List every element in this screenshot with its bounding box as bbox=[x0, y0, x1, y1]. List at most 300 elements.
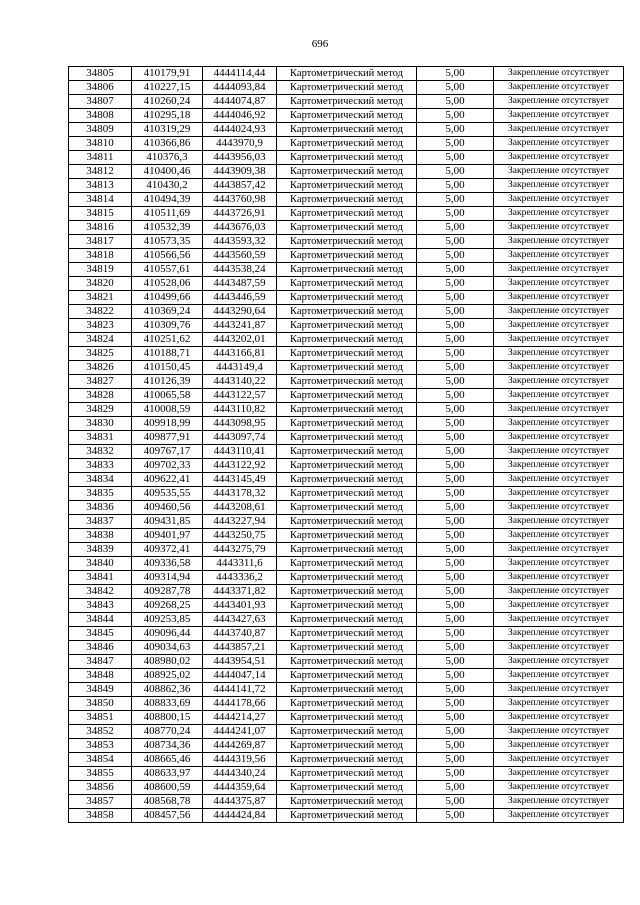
fixing-note-cell: Закрепление отсутствует bbox=[494, 319, 624, 333]
y-coordinate-cell: 4443909,38 bbox=[203, 165, 277, 179]
x-coordinate-cell: 410295,18 bbox=[132, 109, 203, 123]
accuracy-cell: 5,00 bbox=[417, 361, 494, 375]
point-number-cell: 34843 bbox=[69, 599, 132, 613]
accuracy-cell: 5,00 bbox=[417, 627, 494, 641]
table-row bbox=[69, 319, 624, 333]
accuracy-cell: 5,00 bbox=[417, 473, 494, 487]
accuracy-cell: 5,00 bbox=[417, 109, 494, 123]
y-coordinate-cell: 4443336,2 bbox=[203, 571, 277, 585]
accuracy-cell: 5,00 bbox=[417, 319, 494, 333]
point-number-cell: 34809 bbox=[69, 123, 132, 137]
x-coordinate-cell: 408457,56 bbox=[132, 809, 203, 823]
x-coordinate-cell: 410227,15 bbox=[132, 81, 203, 95]
point-number-cell: 34824 bbox=[69, 333, 132, 347]
y-coordinate-cell: 4443446,59 bbox=[203, 291, 277, 305]
accuracy-cell: 5,00 bbox=[417, 389, 494, 403]
point-number-cell: 34836 bbox=[69, 501, 132, 515]
x-coordinate-cell: 410126,39 bbox=[132, 375, 203, 389]
method-cell: Картометрический метод bbox=[277, 725, 417, 739]
point-number-cell: 34858 bbox=[69, 809, 132, 823]
table-row bbox=[69, 655, 624, 669]
fixing-note-cell: Закрепление отсутствует bbox=[494, 809, 624, 823]
x-coordinate-cell: 410065,58 bbox=[132, 389, 203, 403]
point-number-cell: 34821 bbox=[69, 291, 132, 305]
accuracy-cell: 5,00 bbox=[417, 571, 494, 585]
y-coordinate-cell: 4444340,24 bbox=[203, 767, 277, 781]
point-number-cell: 34855 bbox=[69, 767, 132, 781]
y-coordinate-cell: 4443427,63 bbox=[203, 613, 277, 627]
accuracy-cell: 5,00 bbox=[417, 599, 494, 613]
point-number-cell: 34829 bbox=[69, 403, 132, 417]
table-row bbox=[69, 767, 624, 781]
table-row bbox=[69, 249, 624, 263]
point-number-cell: 34807 bbox=[69, 95, 132, 109]
accuracy-cell: 5,00 bbox=[417, 445, 494, 459]
fixing-note-cell: Закрепление отсутствует bbox=[494, 123, 624, 137]
method-cell: Картометрический метод bbox=[277, 333, 417, 347]
y-coordinate-cell: 4444074,87 bbox=[203, 95, 277, 109]
x-coordinate-cell: 410251,62 bbox=[132, 333, 203, 347]
accuracy-cell: 5,00 bbox=[417, 431, 494, 445]
x-coordinate-cell: 410260,24 bbox=[132, 95, 203, 109]
fixing-note-cell: Закрепление отсутствует bbox=[494, 501, 624, 515]
y-coordinate-cell: 4443241,87 bbox=[203, 319, 277, 333]
y-coordinate-cell: 4443178,32 bbox=[203, 487, 277, 501]
accuracy-cell: 5,00 bbox=[417, 529, 494, 543]
x-coordinate-cell: 410188,71 bbox=[132, 347, 203, 361]
x-coordinate-cell: 410528,06 bbox=[132, 277, 203, 291]
table-row bbox=[69, 207, 624, 221]
x-coordinate-cell: 408980,02 bbox=[132, 655, 203, 669]
x-coordinate-cell: 409253,85 bbox=[132, 613, 203, 627]
table-row bbox=[69, 599, 624, 613]
y-coordinate-cell: 4444269,87 bbox=[203, 739, 277, 753]
accuracy-cell: 5,00 bbox=[417, 193, 494, 207]
x-coordinate-cell: 409918,99 bbox=[132, 417, 203, 431]
table-row bbox=[69, 403, 624, 417]
x-coordinate-cell: 410179,91 bbox=[132, 67, 203, 81]
y-coordinate-cell: 4443401,93 bbox=[203, 599, 277, 613]
y-coordinate-cell: 4443593,32 bbox=[203, 235, 277, 249]
y-coordinate-cell: 4444046,92 bbox=[203, 109, 277, 123]
method-cell: Картометрический метод bbox=[277, 151, 417, 165]
y-coordinate-cell: 4443098,95 bbox=[203, 417, 277, 431]
point-number-cell: 34827 bbox=[69, 375, 132, 389]
accuracy-cell: 5,00 bbox=[417, 277, 494, 291]
table-row bbox=[69, 669, 624, 683]
fixing-note-cell: Закрепление отсутствует bbox=[494, 95, 624, 109]
x-coordinate-cell: 410573,35 bbox=[132, 235, 203, 249]
fixing-note-cell: Закрепление отсутствует bbox=[494, 753, 624, 767]
table-row bbox=[69, 585, 624, 599]
accuracy-cell: 5,00 bbox=[417, 487, 494, 501]
method-cell: Картометрический метод bbox=[277, 207, 417, 221]
point-number-cell: 34857 bbox=[69, 795, 132, 809]
point-number-cell: 34822 bbox=[69, 305, 132, 319]
table-row bbox=[69, 641, 624, 655]
table-row bbox=[69, 459, 624, 473]
x-coordinate-cell: 409034,63 bbox=[132, 641, 203, 655]
table-row bbox=[69, 67, 624, 81]
table-row bbox=[69, 431, 624, 445]
table-row bbox=[69, 81, 624, 95]
point-number-cell: 34812 bbox=[69, 165, 132, 179]
accuracy-cell: 5,00 bbox=[417, 641, 494, 655]
accuracy-cell: 5,00 bbox=[417, 123, 494, 137]
method-cell: Картометрический метод bbox=[277, 291, 417, 305]
point-number-cell: 34851 bbox=[69, 711, 132, 725]
method-cell: Картометрический метод bbox=[277, 109, 417, 123]
fixing-note-cell: Закрепление отсутствует bbox=[494, 375, 624, 389]
page-number: 696 bbox=[311, 38, 329, 50]
point-number-cell: 34814 bbox=[69, 193, 132, 207]
accuracy-cell: 5,00 bbox=[417, 333, 494, 347]
table-row bbox=[69, 361, 624, 375]
x-coordinate-cell: 409431,85 bbox=[132, 515, 203, 529]
x-coordinate-cell: 409096,44 bbox=[132, 627, 203, 641]
y-coordinate-cell: 4443110,41 bbox=[203, 445, 277, 459]
y-coordinate-cell: 4443122,92 bbox=[203, 459, 277, 473]
accuracy-cell: 5,00 bbox=[417, 501, 494, 515]
accuracy-cell: 5,00 bbox=[417, 417, 494, 431]
x-coordinate-cell: 408833,69 bbox=[132, 697, 203, 711]
point-number-cell: 34853 bbox=[69, 739, 132, 753]
x-coordinate-cell: 409314,94 bbox=[132, 571, 203, 585]
y-coordinate-cell: 4444178,66 bbox=[203, 697, 277, 711]
method-cell: Картометрический метод bbox=[277, 347, 417, 361]
accuracy-cell: 5,00 bbox=[417, 613, 494, 627]
x-coordinate-cell: 408862,36 bbox=[132, 683, 203, 697]
fixing-note-cell: Закрепление отсутствует bbox=[494, 669, 624, 683]
accuracy-cell: 5,00 bbox=[417, 67, 494, 81]
accuracy-cell: 5,00 bbox=[417, 781, 494, 795]
table-row bbox=[69, 305, 624, 319]
method-cell: Картометрический метод bbox=[277, 459, 417, 473]
table-row bbox=[69, 151, 624, 165]
table-row bbox=[69, 697, 624, 711]
fixing-note-cell: Закрепление отсутствует bbox=[494, 151, 624, 165]
fixing-note-cell: Закрепление отсутствует bbox=[494, 333, 624, 347]
accuracy-cell: 5,00 bbox=[417, 207, 494, 221]
accuracy-cell: 5,00 bbox=[417, 557, 494, 571]
y-coordinate-cell: 4444141,72 bbox=[203, 683, 277, 697]
table-row bbox=[69, 739, 624, 753]
fixing-note-cell: Закрепление отсутствует bbox=[494, 655, 624, 669]
method-cell: Картометрический метод bbox=[277, 81, 417, 95]
method-cell: Картометрический метод bbox=[277, 137, 417, 151]
table-row bbox=[69, 347, 624, 361]
x-coordinate-cell: 410400,46 bbox=[132, 165, 203, 179]
fixing-note-cell: Закрепление отсутствует bbox=[494, 235, 624, 249]
fixing-note-cell: Закрепление отсутствует bbox=[494, 697, 624, 711]
y-coordinate-cell: 4443857,42 bbox=[203, 179, 277, 193]
y-coordinate-cell: 4444359,64 bbox=[203, 781, 277, 795]
y-coordinate-cell: 4443202,01 bbox=[203, 333, 277, 347]
y-coordinate-cell: 4443290,64 bbox=[203, 305, 277, 319]
accuracy-cell: 5,00 bbox=[417, 165, 494, 179]
y-coordinate-cell: 4443970,9 bbox=[203, 137, 277, 151]
accuracy-cell: 5,00 bbox=[417, 249, 494, 263]
accuracy-cell: 5,00 bbox=[417, 81, 494, 95]
y-coordinate-cell: 4443760,98 bbox=[203, 193, 277, 207]
fixing-note-cell: Закрепление отсутствует bbox=[494, 487, 624, 501]
fixing-note-cell: Закрепление отсутствует bbox=[494, 291, 624, 305]
point-number-cell: 34833 bbox=[69, 459, 132, 473]
x-coordinate-cell: 410309,76 bbox=[132, 319, 203, 333]
fixing-note-cell: Закрепление отсутствует bbox=[494, 683, 624, 697]
method-cell: Картометрический метод bbox=[277, 375, 417, 389]
fixing-note-cell: Закрепление отсутствует bbox=[494, 137, 624, 151]
method-cell: Картометрический метод bbox=[277, 431, 417, 445]
table-row bbox=[69, 515, 624, 529]
table-row bbox=[69, 193, 624, 207]
accuracy-cell: 5,00 bbox=[417, 515, 494, 529]
x-coordinate-cell: 408665,46 bbox=[132, 753, 203, 767]
y-coordinate-cell: 4443122,57 bbox=[203, 389, 277, 403]
method-cell: Картометрический метод bbox=[277, 221, 417, 235]
x-coordinate-cell: 408600,59 bbox=[132, 781, 203, 795]
method-cell: Картометрический метод bbox=[277, 795, 417, 809]
y-coordinate-cell: 4443311,6 bbox=[203, 557, 277, 571]
fixing-note-cell: Закрепление отсутствует bbox=[494, 431, 624, 445]
fixing-note-cell: Закрепление отсутствует bbox=[494, 109, 624, 123]
method-cell: Картометрический метод bbox=[277, 361, 417, 375]
table-row bbox=[69, 683, 624, 697]
fixing-note-cell: Закрепление отсутствует bbox=[494, 67, 624, 81]
y-coordinate-cell: 4444319,56 bbox=[203, 753, 277, 767]
point-number-cell: 34831 bbox=[69, 431, 132, 445]
point-number-cell: 34852 bbox=[69, 725, 132, 739]
point-number-cell: 34840 bbox=[69, 557, 132, 571]
x-coordinate-cell: 410511,69 bbox=[132, 207, 203, 221]
point-number-cell: 34835 bbox=[69, 487, 132, 501]
y-coordinate-cell: 4443275,79 bbox=[203, 543, 277, 557]
accuracy-cell: 5,00 bbox=[417, 95, 494, 109]
point-number-cell: 34818 bbox=[69, 249, 132, 263]
method-cell: Картометрический метод bbox=[277, 445, 417, 459]
accuracy-cell: 5,00 bbox=[417, 291, 494, 305]
method-cell: Картометрический метод bbox=[277, 235, 417, 249]
x-coordinate-cell: 410008,59 bbox=[132, 403, 203, 417]
table-row bbox=[69, 473, 624, 487]
table-row bbox=[69, 725, 624, 739]
x-coordinate-cell: 409372,41 bbox=[132, 543, 203, 557]
point-number-cell: 34841 bbox=[69, 571, 132, 585]
method-cell: Картометрический метод bbox=[277, 165, 417, 179]
point-number-cell: 34837 bbox=[69, 515, 132, 529]
method-cell: Картометрический метод bbox=[277, 767, 417, 781]
method-cell: Картометрический метод bbox=[277, 123, 417, 137]
y-coordinate-cell: 4444093,84 bbox=[203, 81, 277, 95]
method-cell: Картометрический метод bbox=[277, 739, 417, 753]
method-cell: Картометрический метод bbox=[277, 627, 417, 641]
method-cell: Картометрический метод bbox=[277, 319, 417, 333]
method-cell: Картометрический метод bbox=[277, 683, 417, 697]
table-row bbox=[69, 235, 624, 249]
table-row bbox=[69, 753, 624, 767]
table-row bbox=[69, 221, 624, 235]
table-row bbox=[69, 95, 624, 109]
fixing-note-cell: Закрепление отсутствует bbox=[494, 81, 624, 95]
table-row bbox=[69, 613, 624, 627]
y-coordinate-cell: 4443208,61 bbox=[203, 501, 277, 515]
fixing-note-cell: Закрепление отсутствует bbox=[494, 389, 624, 403]
table-row bbox=[69, 445, 624, 459]
fixing-note-cell: Закрепление отсутствует bbox=[494, 249, 624, 263]
y-coordinate-cell: 4443956,03 bbox=[203, 151, 277, 165]
method-cell: Картометрический метод bbox=[277, 263, 417, 277]
point-number-cell: 34808 bbox=[69, 109, 132, 123]
accuracy-cell: 5,00 bbox=[417, 305, 494, 319]
fixing-note-cell: Закрепление отсутствует bbox=[494, 263, 624, 277]
y-coordinate-cell: 4444114,44 bbox=[203, 67, 277, 81]
accuracy-cell: 5,00 bbox=[417, 683, 494, 697]
accuracy-cell: 5,00 bbox=[417, 725, 494, 739]
fixing-note-cell: Закрепление отсутствует bbox=[494, 641, 624, 655]
fixing-note-cell: Закрепление отсутствует bbox=[494, 795, 624, 809]
fixing-note-cell: Закрепление отсутствует bbox=[494, 711, 624, 725]
x-coordinate-cell: 410532,39 bbox=[132, 221, 203, 235]
fixing-note-cell: Закрепление отсутствует bbox=[494, 599, 624, 613]
x-coordinate-cell: 410366,86 bbox=[132, 137, 203, 151]
accuracy-cell: 5,00 bbox=[417, 137, 494, 151]
x-coordinate-cell: 409401,97 bbox=[132, 529, 203, 543]
point-number-cell: 34805 bbox=[69, 67, 132, 81]
y-coordinate-cell: 4444241,07 bbox=[203, 725, 277, 739]
fixing-note-cell: Закрепление отсутствует bbox=[494, 179, 624, 193]
y-coordinate-cell: 4443371,82 bbox=[203, 585, 277, 599]
accuracy-cell: 5,00 bbox=[417, 697, 494, 711]
table-row bbox=[69, 627, 624, 641]
fixing-note-cell: Закрепление отсутствует bbox=[494, 165, 624, 179]
method-cell: Картометрический метод bbox=[277, 249, 417, 263]
y-coordinate-cell: 4444024,93 bbox=[203, 123, 277, 137]
x-coordinate-cell: 408568,78 bbox=[132, 795, 203, 809]
y-coordinate-cell: 4443726,91 bbox=[203, 207, 277, 221]
point-number-cell: 34832 bbox=[69, 445, 132, 459]
fixing-note-cell: Закрепление отсутствует bbox=[494, 361, 624, 375]
table-row bbox=[69, 781, 624, 795]
point-number-cell: 34856 bbox=[69, 781, 132, 795]
fixing-note-cell: Закрепление отсутствует bbox=[494, 305, 624, 319]
method-cell: Картометрический метод bbox=[277, 305, 417, 319]
fixing-note-cell: Закрепление отсутствует bbox=[494, 473, 624, 487]
method-cell: Картометрический метод bbox=[277, 529, 417, 543]
accuracy-cell: 5,00 bbox=[417, 263, 494, 277]
point-number-cell: 34846 bbox=[69, 641, 132, 655]
method-cell: Картометрический метод bbox=[277, 193, 417, 207]
x-coordinate-cell: 410499,66 bbox=[132, 291, 203, 305]
x-coordinate-cell: 410557,61 bbox=[132, 263, 203, 277]
table-row bbox=[69, 277, 624, 291]
y-coordinate-cell: 4444047,14 bbox=[203, 669, 277, 683]
point-number-cell: 34820 bbox=[69, 277, 132, 291]
table-row bbox=[69, 809, 624, 823]
accuracy-cell: 5,00 bbox=[417, 809, 494, 823]
x-coordinate-cell: 408925,02 bbox=[132, 669, 203, 683]
accuracy-cell: 5,00 bbox=[417, 403, 494, 417]
point-number-cell: 34823 bbox=[69, 319, 132, 333]
fixing-note-cell: Закрепление отсутствует bbox=[494, 221, 624, 235]
x-coordinate-cell: 409702,33 bbox=[132, 459, 203, 473]
method-cell: Картометрический метод bbox=[277, 473, 417, 487]
point-number-cell: 34845 bbox=[69, 627, 132, 641]
method-cell: Картометрический метод bbox=[277, 571, 417, 585]
method-cell: Картометрический метод bbox=[277, 669, 417, 683]
point-number-cell: 34844 bbox=[69, 613, 132, 627]
method-cell: Картометрический метод bbox=[277, 67, 417, 81]
fixing-note-cell: Закрепление отсутствует bbox=[494, 277, 624, 291]
point-number-cell: 34839 bbox=[69, 543, 132, 557]
accuracy-cell: 5,00 bbox=[417, 711, 494, 725]
table-row bbox=[69, 109, 624, 123]
table-row bbox=[69, 417, 624, 431]
fixing-note-cell: Закрепление отсутствует bbox=[494, 515, 624, 529]
y-coordinate-cell: 4443487,59 bbox=[203, 277, 277, 291]
x-coordinate-cell: 409877,91 bbox=[132, 431, 203, 445]
method-cell: Картометрический метод bbox=[277, 711, 417, 725]
point-number-cell: 34826 bbox=[69, 361, 132, 375]
method-cell: Картометрический метод bbox=[277, 585, 417, 599]
y-coordinate-cell: 4443110,82 bbox=[203, 403, 277, 417]
coordinates-table-body bbox=[69, 67, 624, 823]
fixing-note-cell: Закрепление отсутствует bbox=[494, 739, 624, 753]
point-number-cell: 34848 bbox=[69, 669, 132, 683]
point-number-cell: 34834 bbox=[69, 473, 132, 487]
method-cell: Картометрический метод bbox=[277, 515, 417, 529]
table-row bbox=[69, 291, 624, 305]
method-cell: Картометрический метод bbox=[277, 781, 417, 795]
fixing-note-cell: Закрепление отсутствует bbox=[494, 613, 624, 627]
accuracy-cell: 5,00 bbox=[417, 459, 494, 473]
point-number-cell: 34850 bbox=[69, 697, 132, 711]
y-coordinate-cell: 4443857,21 bbox=[203, 641, 277, 655]
y-coordinate-cell: 4443140,22 bbox=[203, 375, 277, 389]
point-number-cell: 34816 bbox=[69, 221, 132, 235]
fixing-note-cell: Закрепление отсутствует bbox=[494, 543, 624, 557]
table-row bbox=[69, 501, 624, 515]
fixing-note-cell: Закрепление отсутствует bbox=[494, 207, 624, 221]
accuracy-cell: 5,00 bbox=[417, 179, 494, 193]
accuracy-cell: 5,00 bbox=[417, 795, 494, 809]
y-coordinate-cell: 4444214,27 bbox=[203, 711, 277, 725]
accuracy-cell: 5,00 bbox=[417, 221, 494, 235]
table-row bbox=[69, 333, 624, 347]
accuracy-cell: 5,00 bbox=[417, 767, 494, 781]
point-number-cell: 34842 bbox=[69, 585, 132, 599]
method-cell: Картометрический метод bbox=[277, 95, 417, 109]
fixing-note-cell: Закрепление отсутствует bbox=[494, 445, 624, 459]
x-coordinate-cell: 410566,56 bbox=[132, 249, 203, 263]
y-coordinate-cell: 4443250,75 bbox=[203, 529, 277, 543]
fixing-note-cell: Закрепление отсутствует bbox=[494, 417, 624, 431]
y-coordinate-cell: 4443676,03 bbox=[203, 221, 277, 235]
fixing-note-cell: Закрепление отсутствует bbox=[494, 725, 624, 739]
table-row bbox=[69, 571, 624, 585]
x-coordinate-cell: 409622,41 bbox=[132, 473, 203, 487]
x-coordinate-cell: 408800,15 bbox=[132, 711, 203, 725]
method-cell: Картометрический метод bbox=[277, 501, 417, 515]
y-coordinate-cell: 4443538,24 bbox=[203, 263, 277, 277]
x-coordinate-cell: 408633,97 bbox=[132, 767, 203, 781]
method-cell: Картометрический метод bbox=[277, 543, 417, 557]
table-row bbox=[69, 543, 624, 557]
x-coordinate-cell: 409767,17 bbox=[132, 445, 203, 459]
method-cell: Картометрический метод bbox=[277, 389, 417, 403]
point-number-cell: 34830 bbox=[69, 417, 132, 431]
y-coordinate-cell: 4443954,51 bbox=[203, 655, 277, 669]
point-number-cell: 34838 bbox=[69, 529, 132, 543]
